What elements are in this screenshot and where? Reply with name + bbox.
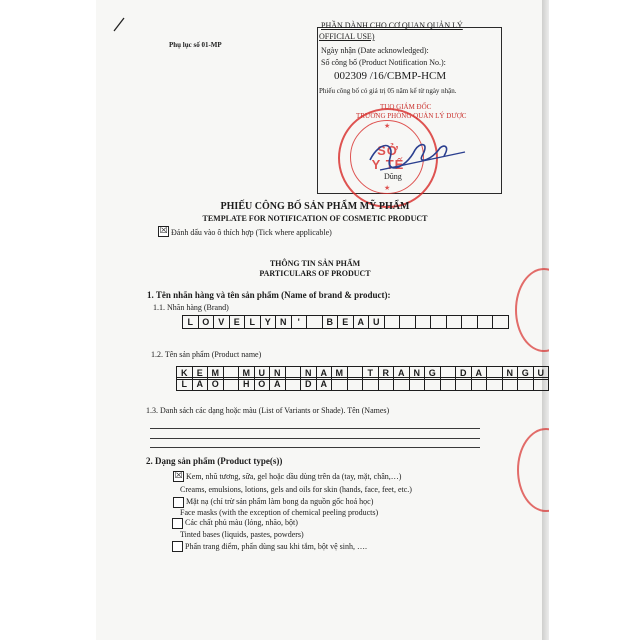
letter-cell[interactable] <box>533 377 550 391</box>
letter-cell[interactable] <box>399 315 416 329</box>
question-2: 2. Dạng sản phẩm (Product type(s)) <box>146 456 283 466</box>
letter-cell[interactable] <box>393 377 410 391</box>
letter-cell[interactable] <box>461 315 478 329</box>
letter-cell[interactable]: O <box>198 315 215 329</box>
validity-note: Phiếu công bố có giá trị 05 năm kể từ ngày nhận. <box>319 87 457 95</box>
pen-mark <box>112 16 126 34</box>
letter-cell[interactable]: O <box>207 377 224 391</box>
variants-line <box>150 438 480 439</box>
type-checkbox-tinted-bases[interactable] <box>172 518 183 529</box>
product-name-grid-row-2 <box>176 377 565 391</box>
letter-cell[interactable] <box>378 377 395 391</box>
appendix-label: Phụ lục số 01-MP <box>169 41 222 49</box>
letter-cell[interactable]: E <box>192 366 209 380</box>
letter-cell[interactable]: M <box>238 366 255 380</box>
notification-number-label: Số công bố (Product Notification No.): <box>321 58 446 67</box>
type-label-tinted-bases-en: Tinted bases (liquids, pastes, powders) <box>180 530 304 539</box>
letter-cell[interactable]: U <box>368 315 385 329</box>
letter-cell[interactable]: U <box>533 366 550 380</box>
type-label-powders-vi: Phấn trang điểm, phấn dùng sau khi tắm, bột vệ sinh, …. <box>185 542 367 551</box>
letter-cell[interactable]: D <box>455 366 472 380</box>
question-1-1: 1.1. Nhãn hàng (Brand) <box>153 303 229 312</box>
letter-cell[interactable] <box>415 315 432 329</box>
letter-cell[interactable] <box>492 315 509 329</box>
letter-cell[interactable]: A <box>393 366 410 380</box>
form-title-en: TEMPLATE FOR NOTIFICATION OF COSMETIC PRODUCT <box>202 214 428 223</box>
type-checkbox-powders[interactable] <box>172 541 183 552</box>
type-label-creams-en: Creams, emulsions, lotions, gels and oils for skin (hands, face, feet, etc.) <box>180 485 412 494</box>
letter-cell[interactable] <box>486 377 503 391</box>
right-margin <box>549 0 640 640</box>
variants-line <box>150 428 480 429</box>
letter-cell[interactable] <box>409 377 426 391</box>
official-use-subtitle: OFFICIAL USE) <box>319 32 375 41</box>
signer-title-2: TRƯỞNG PHÒNG QUẢN LÝ DƯỢC <box>356 112 467 120</box>
letter-cell[interactable]: A <box>269 377 286 391</box>
letter-cell[interactable]: L <box>176 377 193 391</box>
letter-cell[interactable] <box>502 377 519 391</box>
letter-cell[interactable]: A <box>316 366 333 380</box>
letter-cell[interactable]: E <box>337 315 354 329</box>
signer-name: Dũng <box>384 172 402 181</box>
letter-cell[interactable]: K <box>176 366 193 380</box>
letter-cell[interactable]: G <box>517 366 534 380</box>
letter-cell[interactable] <box>455 377 472 391</box>
question-1-2: 1.2. Tên sản phẩm (Product name) <box>151 350 262 359</box>
letter-cell[interactable]: A <box>471 366 488 380</box>
letter-cell[interactable]: A <box>192 377 209 391</box>
letter-cell[interactable]: N <box>502 366 519 380</box>
letter-cell[interactable]: L <box>182 315 199 329</box>
letter-cell[interactable]: H <box>238 377 255 391</box>
type-checkbox-creams[interactable]: ☒ <box>174 471 183 481</box>
letter-cell[interactable] <box>471 377 488 391</box>
type-label-face-masks-vi: Mặt nạ (chỉ trừ sản phẩm làm bong da nguồn gốc hoá học) <box>186 497 374 506</box>
letter-cell[interactable] <box>424 377 441 391</box>
question-1-3: 1.3. Danh sách các dạng hoặc màu (List of Variants or Shade). Tên (Names) <box>146 406 390 415</box>
letter-cell[interactable] <box>384 315 401 329</box>
official-use-title: PHẦN DÀNH CHO CƠ QUAN QUẢN LÝ <box>321 21 463 30</box>
type-label-face-masks-en: Face masks (with the exception of chemical peeling products) <box>180 508 379 517</box>
letter-cell[interactable]: D <box>300 377 317 391</box>
letter-cell[interactable] <box>331 377 348 391</box>
letter-cell[interactable]: Y <box>260 315 277 329</box>
notification-number-value: 002309 /16/CBMP-HCM <box>334 70 447 82</box>
letter-cell[interactable]: T <box>362 366 379 380</box>
question-1: 1. Tên nhãn hàng và tên sản phẩm (Name of brand & product): <box>147 290 391 300</box>
letter-cell[interactable]: U <box>254 366 271 380</box>
letter-cell[interactable] <box>285 377 302 391</box>
letter-cell[interactable]: M <box>207 366 224 380</box>
stamp-star-icon: ★ <box>384 122 391 130</box>
letter-cell[interactable] <box>347 377 364 391</box>
type-label-tinted-bases-vi: Các chất phủ màu (lỏng, nhão, bột) <box>185 518 298 527</box>
letter-cell[interactable]: A <box>353 315 370 329</box>
letter-cell[interactable] <box>517 377 534 391</box>
type-checkbox-face-masks[interactable] <box>173 497 184 508</box>
letter-cell[interactable]: V <box>213 315 230 329</box>
signer-title-1: TUQ GIÁM ĐỐC <box>380 103 432 111</box>
tick-note: Đánh dấu vào ô thích hợp (Tick where applicable) <box>171 228 332 237</box>
letter-cell[interactable] <box>223 377 240 391</box>
letter-cell[interactable] <box>362 377 379 391</box>
letter-cell[interactable]: N <box>269 366 286 380</box>
stamp-text-1: SỞ <box>377 143 399 158</box>
letter-cell[interactable]: R <box>378 366 395 380</box>
letter-cell[interactable]: E <box>229 315 246 329</box>
type-label-creams-vi: Kem, nhũ tương, sữa, gel hoặc dầu dùng trên da (tay, mặt, chân,…) <box>186 472 402 481</box>
letter-cell[interactable]: N <box>409 366 426 380</box>
letter-cell[interactable] <box>446 315 463 329</box>
letter-cell[interactable]: L <box>244 315 261 329</box>
letter-cell[interactable]: O <box>254 377 271 391</box>
stamp-star-icon: ★ <box>384 184 391 192</box>
letter-cell[interactable]: N <box>300 366 317 380</box>
date-acknowledged-label: Ngày nhận (Date acknowledged): <box>321 46 429 55</box>
letter-cell[interactable] <box>430 315 447 329</box>
letter-cell[interactable]: N <box>275 315 292 329</box>
letter-cell[interactable]: G <box>424 366 441 380</box>
letter-cell[interactable]: B <box>322 315 339 329</box>
section-title-vi: THÔNG TIN SẢN PHẨM <box>269 259 361 268</box>
variants-line <box>150 447 480 448</box>
letter-cell[interactable] <box>440 377 457 391</box>
section-title-en: PARTICULARS OF PRODUCT <box>259 269 371 278</box>
letter-cell[interactable] <box>477 315 494 329</box>
letter-cell[interactable]: A <box>316 377 333 391</box>
brand-letter-grid <box>182 315 509 329</box>
form-title-vi: PHIẾU CÔNG BỐ SẢN PHẨM MỸ PHẨM <box>220 201 410 212</box>
letter-cell[interactable]: ' <box>291 315 308 329</box>
letter-cell[interactable] <box>306 315 323 329</box>
stamp-text-2: Y TẾ <box>371 157 405 172</box>
signature <box>360 130 470 180</box>
tick-example-checkbox: ☒ <box>159 226 168 236</box>
letter-cell[interactable]: M <box>331 366 348 380</box>
